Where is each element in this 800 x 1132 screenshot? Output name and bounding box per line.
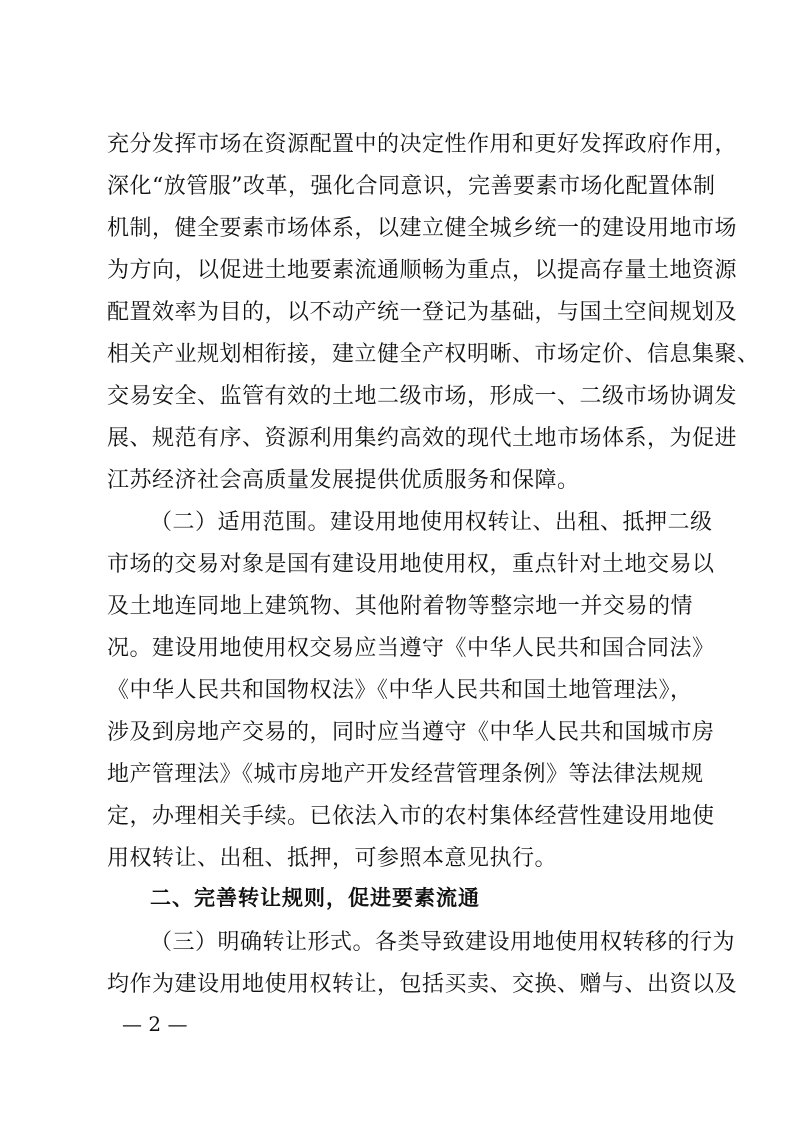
text-line: 配置效率为目的，以不动产统一登记为基础，与国土空间规划及 <box>107 300 738 325</box>
section-heading: 二、完善转让规则，促进要素流通 <box>150 886 480 910</box>
text-line: 交易安全、监管有效的土地二级市场，形成一、二级市场协调发 <box>107 384 738 409</box>
text-line: 机制，健全要素市场体系，以建立健全城乡统一的建设用地市场 <box>107 216 738 241</box>
text-line: （三）明确转让形式。各类导致建设用地使用权转移的行为 <box>150 930 736 955</box>
text-line: 为方向，以促进土地要素流通顺畅为重点，以提高存量土地资源 <box>107 258 738 283</box>
page-number: — 2 — <box>122 1012 188 1036</box>
text-line: 江苏经济社会高质量发展提供优质服务和保障。 <box>107 468 580 493</box>
text-line: （二）适用范围。建设用地使用权转让、出租、抵押二级 <box>150 510 713 535</box>
text-line: 用权转让、出租、抵押，可参照本意见执行。 <box>107 846 558 871</box>
text-line: 均作为建设用地使用权转让，包括买卖、交换、赠与、出资以及 <box>107 972 738 997</box>
text-line: 《中华人民共和国物权法》《中华人民共和国土地管理法》， <box>107 678 693 703</box>
text-line: 涉及到房地产交易的，同时应当遵守《中华人民共和国城市房 <box>107 720 715 745</box>
text-line: 地产管理法》《城市房地产开发经营管理条例》等法律法规规 <box>107 762 704 787</box>
text-line: 况。建设用地使用权交易应当遵守《中华人民共和国合同法》 <box>107 636 715 661</box>
text-line: 深化“放管服”改革，强化合同意识，完善要素市场化配置体制 <box>107 174 716 199</box>
text-line: 充分发挥市场在资源配置中的决定性作用和更好发挥政府作用， <box>107 132 738 157</box>
text-line: 展、规范有序、资源利用集约高效的现代土地市场体系，为促进 <box>107 426 738 451</box>
text-line: 及土地连同地上建筑物、其他附着物等整宗地一并交易的情 <box>107 594 693 619</box>
text-line: 市场的交易对象是国有建设用地使用权，重点针对土地交易以 <box>107 552 715 577</box>
text-line: 相关产业规划相衔接，建立健全产权明晰、市场定价、信息集聚、 <box>107 342 760 367</box>
text-line: 定，办理相关手续。已依法入市的农村集体经营性建设用地使 <box>107 804 715 829</box>
